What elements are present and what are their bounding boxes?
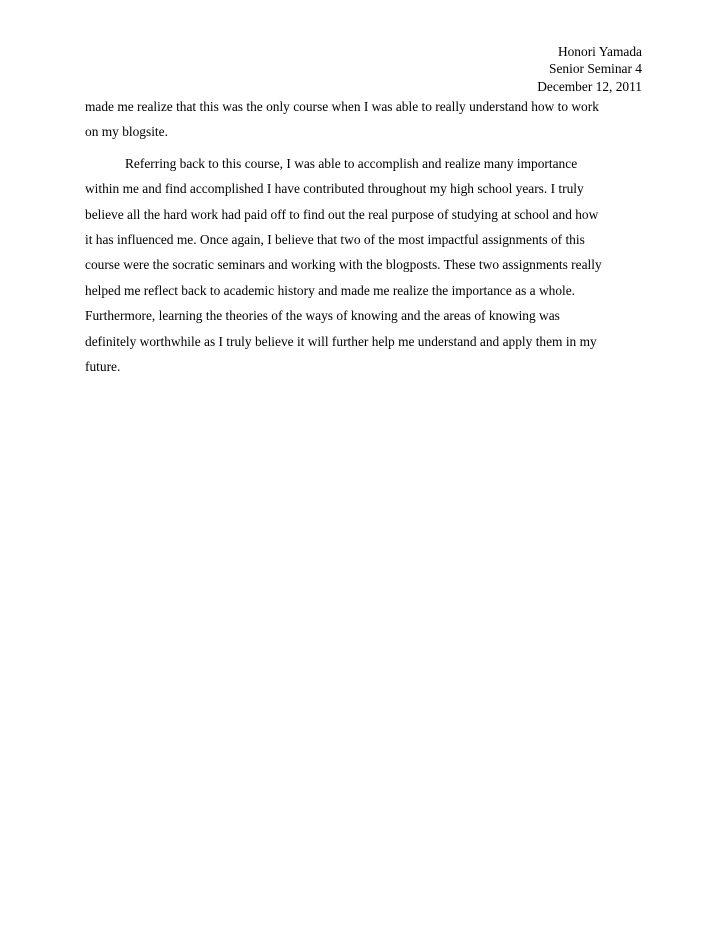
text-line: Furthermore, learning the theories of the ways of knowing and the areas of knowing was: [85, 308, 560, 324]
text-line: helped me reflect back to academic history and made me realize the importance as a whole.: [85, 282, 576, 298]
document-date: December 12, 2011: [537, 78, 642, 94]
course-name: Senior Seminar 4: [549, 61, 642, 77]
text-line: future.: [85, 359, 121, 375]
text-line: Referring back to this course, I was able to accomplish and realize many importance: [125, 155, 578, 171]
text-line: on my blogsite.: [85, 124, 168, 140]
text-line: believe all the hard work had paid off to find out the real purpose of studying at school and how: [85, 206, 599, 222]
page-header: [537, 43, 642, 95]
text-line: made me realize that this was the only course when I was able to really understand how to work: [85, 99, 599, 114]
text-line: definitely worthwhile as I truly believe it will further help me understand and apply them in my: [85, 333, 597, 349]
text-line: course were the socratic seminars and working with the blogposts. These two assignments really: [85, 257, 602, 273]
text-line: within me and find accomplished I have contributed throughout my high school years. I truly: [85, 181, 584, 197]
paragraph-1: [85, 94, 645, 145]
document-body: [85, 94, 645, 379]
paragraph-2: [85, 151, 645, 380]
text-line: it has influenced me. Once again, I believe that two of the most impactful assignments of this: [85, 232, 585, 248]
author-name: Honori Yamada: [557, 44, 642, 59]
